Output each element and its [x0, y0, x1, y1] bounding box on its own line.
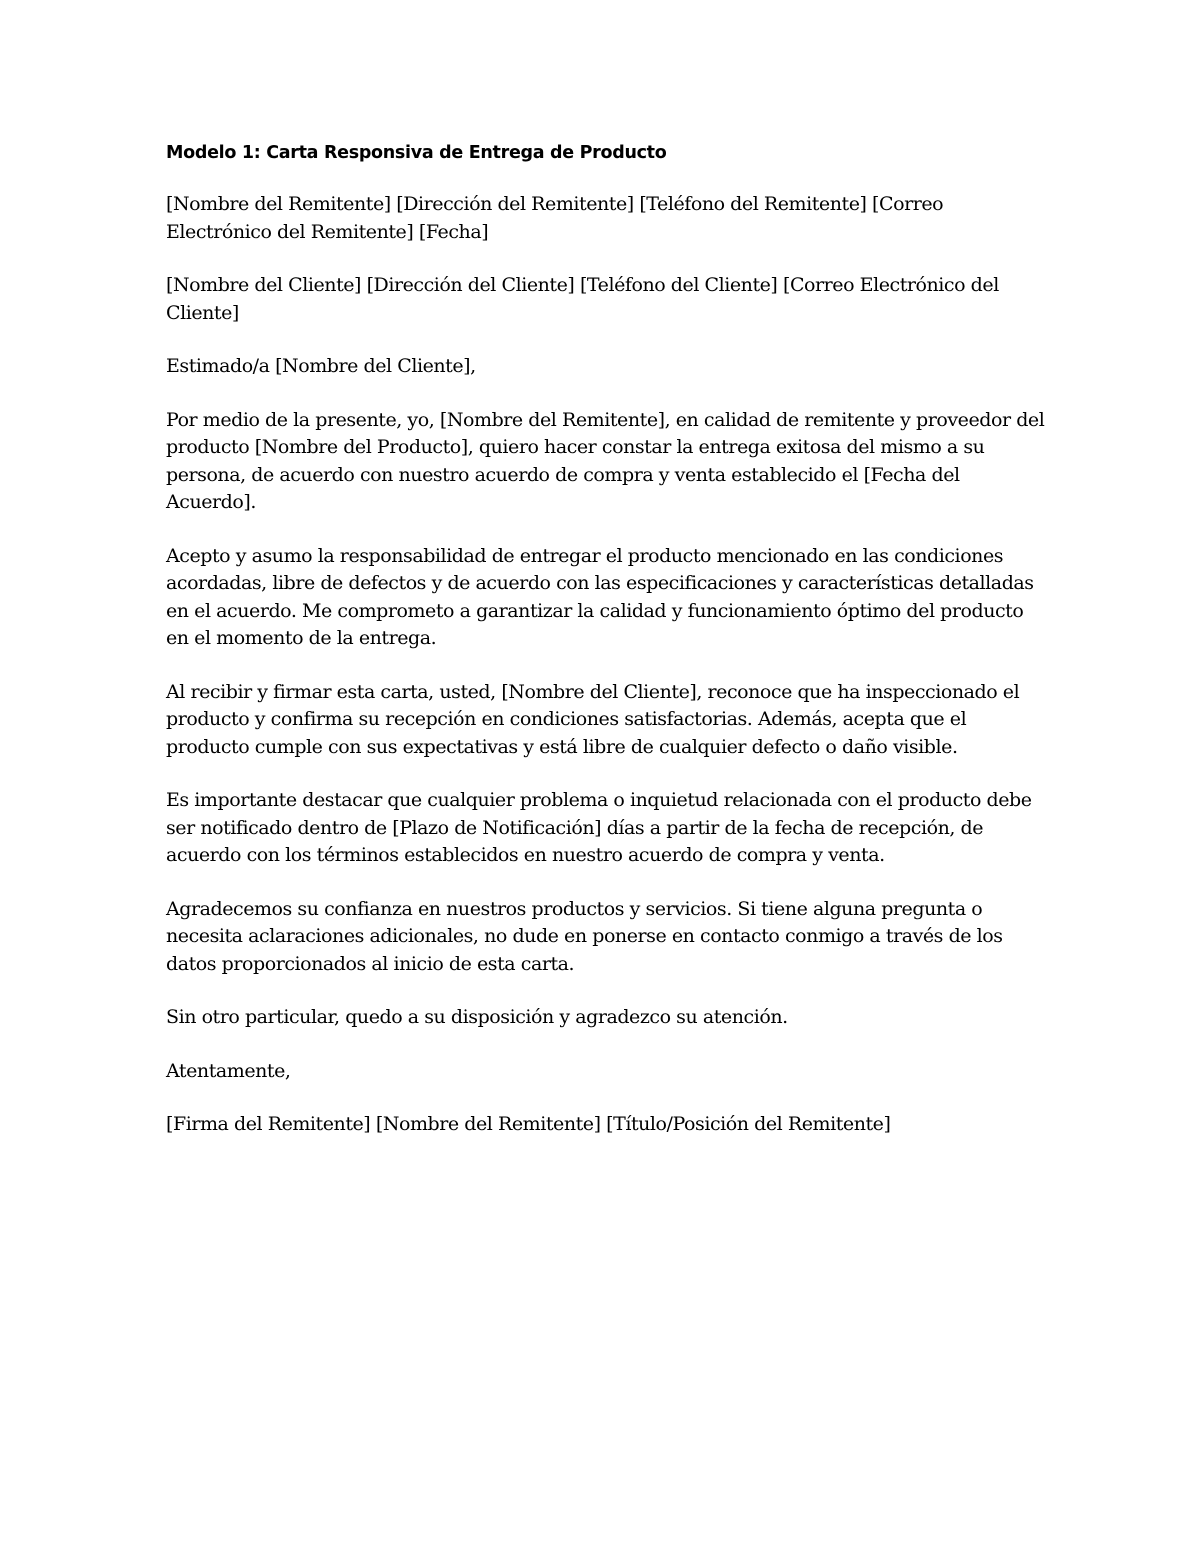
paragraph-farewell: Sin otro particular, quedo a su disposición y agradezco su atención.: [166, 1006, 788, 1028]
closing: Atentamente,: [166, 1059, 291, 1082]
paragraph-acceptance: Al recibir y firmar esta carta, usted, [Nombre del Cliente], reconoce que ha inspeccionado el producto y confirma su recepción en condiciones satisfactorias. Además, acepta que el producto cumple con sus expectativas y está libre de cualquier defecto o daño visible.: [166, 680, 1020, 758]
signature-block: [Firma del Remitente] [Nombre del Remitente] [Título/Posición del Remitente]: [166, 1113, 891, 1135]
greeting: Estimado/a [Nombre del Cliente],: [166, 355, 476, 377]
paragraph-notification: Es importante destacar que cualquier problema o inquietud relacionada con el producto debe ser notificado dentro de [Plazo de Notificación] días a partir de la fecha de recepción, de acuerdo con los términos establecidos en nuestro acuerdo de compra y venta.: [166, 789, 1032, 866]
sender-info: [Nombre del Remitente] [Dirección del Remitente] [Teléfono del Remitente] [Correo Electrónico del Remitente] [Fecha]: [166, 193, 944, 243]
paragraph-responsibility: Acepto y asumo la responsabilidad de entregar el producto mencionado en las condiciones acordadas, libre de defectos y de acuerdo con las especificaciones y características detalladas en el acuerdo. Me comprometo a garantizar la calidad y funcionamiento óptimo del producto en el momento de la entrega.: [166, 544, 1034, 649]
letter-body: [166, 140, 1046, 1165]
client-info: [Nombre del Cliente] [Dirección del Cliente] [Teléfono del Cliente] [Correo Electrónico del Cliente]: [166, 274, 999, 324]
paragraph-thanks: Agradecemos su confianza en nuestros productos y servicios. Si tiene alguna pregunta o necesita aclaraciones adicionales, no dude en ponerse en contacto conmigo a través de los datos proporcionados al inicio de esta carta.: [166, 897, 1003, 975]
document-title: Modelo 1: Carta Responsiva de Entrega de Producto: [166, 143, 667, 163]
paragraph-delivery-statement: Por medio de la presente, yo, [Nombre del Remitente], en calidad de remitente y proveedor del producto [Nombre del Producto], quiero hacer constar la entrega exitosa del mismo a su persona, de acuerdo con nuestro acuerdo de compra y venta establecido el [Fecha del Acuerdo].: [166, 408, 1045, 513]
